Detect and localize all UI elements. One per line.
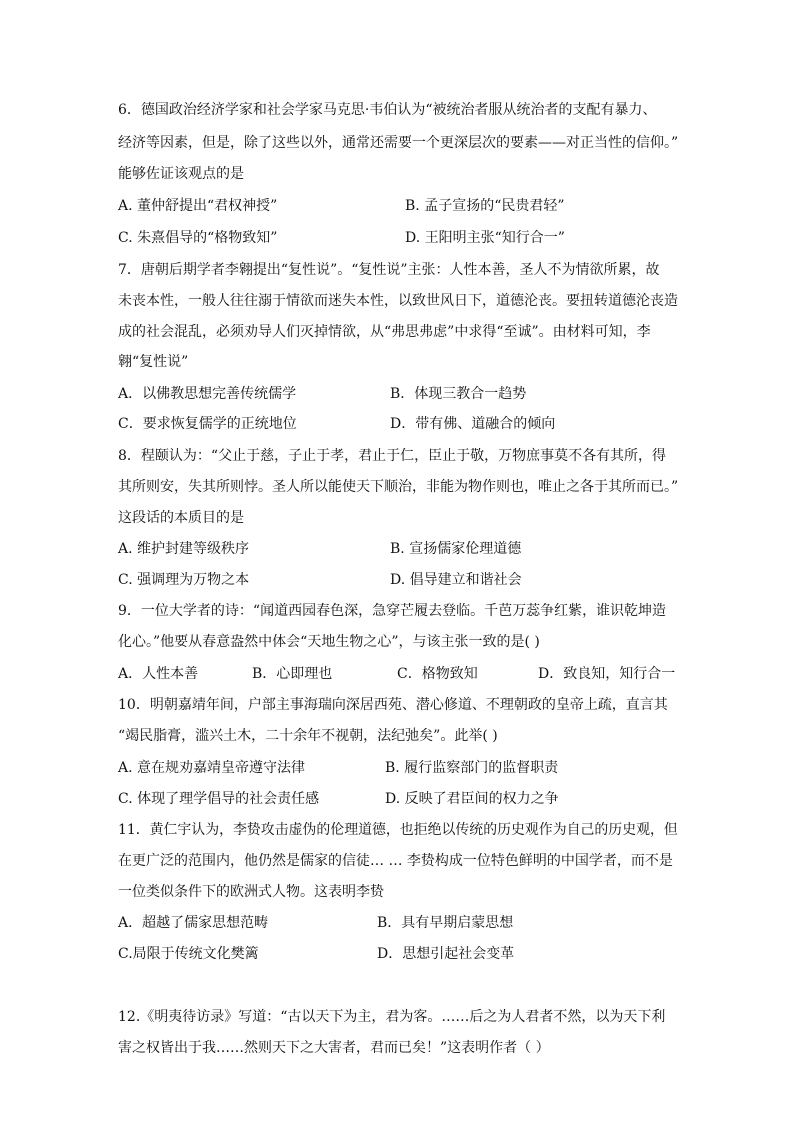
question-7-line-1: 7．唐朝后期学者李翱提出“复性说”。“复性说”主张：人性本善，圣人不为情欲所累，故: [118, 262, 660, 278]
question-8-line-3: 这段话的本质目的是: [118, 510, 244, 526]
question-6-option-b: B. 孟子宣扬的“民贵君轻”: [405, 198, 565, 214]
question-9-option-b: B．心即理也: [252, 666, 333, 682]
question-6-option-c: C. 朱熹倡导的“格物致知”: [118, 230, 278, 246]
question-7-option-c: C．要求恢复儒学的正统地位: [118, 416, 297, 432]
question-7-line-4: 翱“复性说”: [118, 354, 189, 370]
question-10-option-b: B. 履行监察部门的监督职责: [385, 760, 559, 776]
question-8-option-c: C. 强调理为万物之本: [118, 572, 250, 588]
question-11-option-d: D．思想引起社会变革: [377, 946, 515, 962]
question-11-option-a: A．超越了儒家思想范畴: [118, 915, 269, 931]
question-8-option-b: B. 宣扬儒家伦理道德: [390, 541, 522, 557]
question-7-line-3: 成的社会混乱，必须劝导人们灭掉情欲，从“弗思弗虑”中求得“至诚”。由材料可知，李: [118, 324, 651, 340]
question-10-option-c: C. 体现了理学倡导的社会责任感: [118, 791, 320, 807]
question-11-line-2: 在更广泛的范围内，他仍然是儒家的信徒… … 李贽构成一位特色鲜明的中国学者，而不是: [118, 853, 673, 869]
question-9-line-2: 化心。”他要从春意盎然中体会“天地生物之心”，与该主张一致的是( ): [118, 634, 540, 650]
question-6-line-2: 经济等因素，但是，除了这些以外，通常还需要一个更深层次的要素——对正当性的信仰。”: [118, 135, 679, 151]
question-7-option-d: D．带有佛、道融合的倾向: [390, 416, 556, 432]
question-6-line-3: 能够佐证该观点的是: [118, 166, 244, 182]
question-8-option-a: A. 维护封建等级秩序: [118, 541, 250, 557]
question-12-line-2: 害之权皆出于我……然则天下之大害者，君而已矣！”这表明作者（ ）: [118, 1040, 550, 1056]
question-10-line-2: “竭民脂膏，滥兴土木，二十余年不视朝，法纪弛矣”。此举( ): [118, 728, 498, 744]
question-10-line-1: 10．明朝嘉靖年间，户部主事海瑞向深居西苑、潜心修道、不理朝政的皇帝上疏，直言其: [118, 697, 668, 713]
question-9-option-c: C．格物致知: [397, 666, 478, 682]
question-11-option-b: B．具有早期启蒙思想: [377, 915, 514, 931]
question-11-line-1: 11．黄仁宇认为，李贽攻击虚伪的伦理道德，也拒绝以传统的历史观作为自己的历史观，但: [118, 822, 678, 838]
question-7-option-a: A．以佛教思想完善传统儒学: [118, 386, 297, 402]
question-6-option-a: A. 董仲舒提出“君权神授”: [118, 198, 278, 214]
question-11-option-c: C.局限于传统文化樊篱: [118, 946, 259, 962]
question-10-option-a: A. 意在规劝嘉靖皇帝遵守法律: [118, 760, 306, 776]
question-8-line-2: 其所则安，失其所则悖。圣人所以能使天下顺治，非能为物作则也，唯止之各于其所而已。”: [118, 479, 679, 495]
question-8-line-1: 8．程颐认为：“父止于慈，子止于孝，君止于仁，臣止于敬，万物庶事莫不各有其所，得: [118, 448, 667, 464]
question-9-option-a: A．人性本善: [118, 666, 199, 682]
question-9-option-d: D．致良知，知行合一: [538, 666, 676, 682]
question-6-option-d: D. 王阳明主张“知行合一”: [405, 230, 565, 246]
question-7-line-2: 未丧本性，一般人往往溺于情欲而迷失本性，以致世风日下，道德沦丧。要扭转道德沦丧造: [118, 293, 678, 309]
question-12-line-1: 12.《明夷待访录》写道：“古以天下为主，君为客。……后之为人君者不然，以为天下利: [118, 1009, 666, 1025]
question-7-option-b: B．体现三教合一趋势: [390, 386, 527, 402]
question-10-option-d: D. 反映了君臣间的权力之争: [385, 791, 559, 807]
question-11-line-3: 一位类似条件下的欧洲式人物。这表明李贽: [118, 884, 384, 900]
question-8-option-d: D. 倡导建立和谐社会: [390, 572, 522, 588]
question-6-line-1: 6．德国政治经济学家和社会学家马克思·韦伯认为“被统治者服从统治者的支配有暴力、: [118, 102, 657, 118]
question-9-line-1: 9．一位大学者的诗：“闻道西园春色深，急穿芒履去登临。千芭万蕊争红紫，谁识乾坤造: [118, 603, 667, 619]
